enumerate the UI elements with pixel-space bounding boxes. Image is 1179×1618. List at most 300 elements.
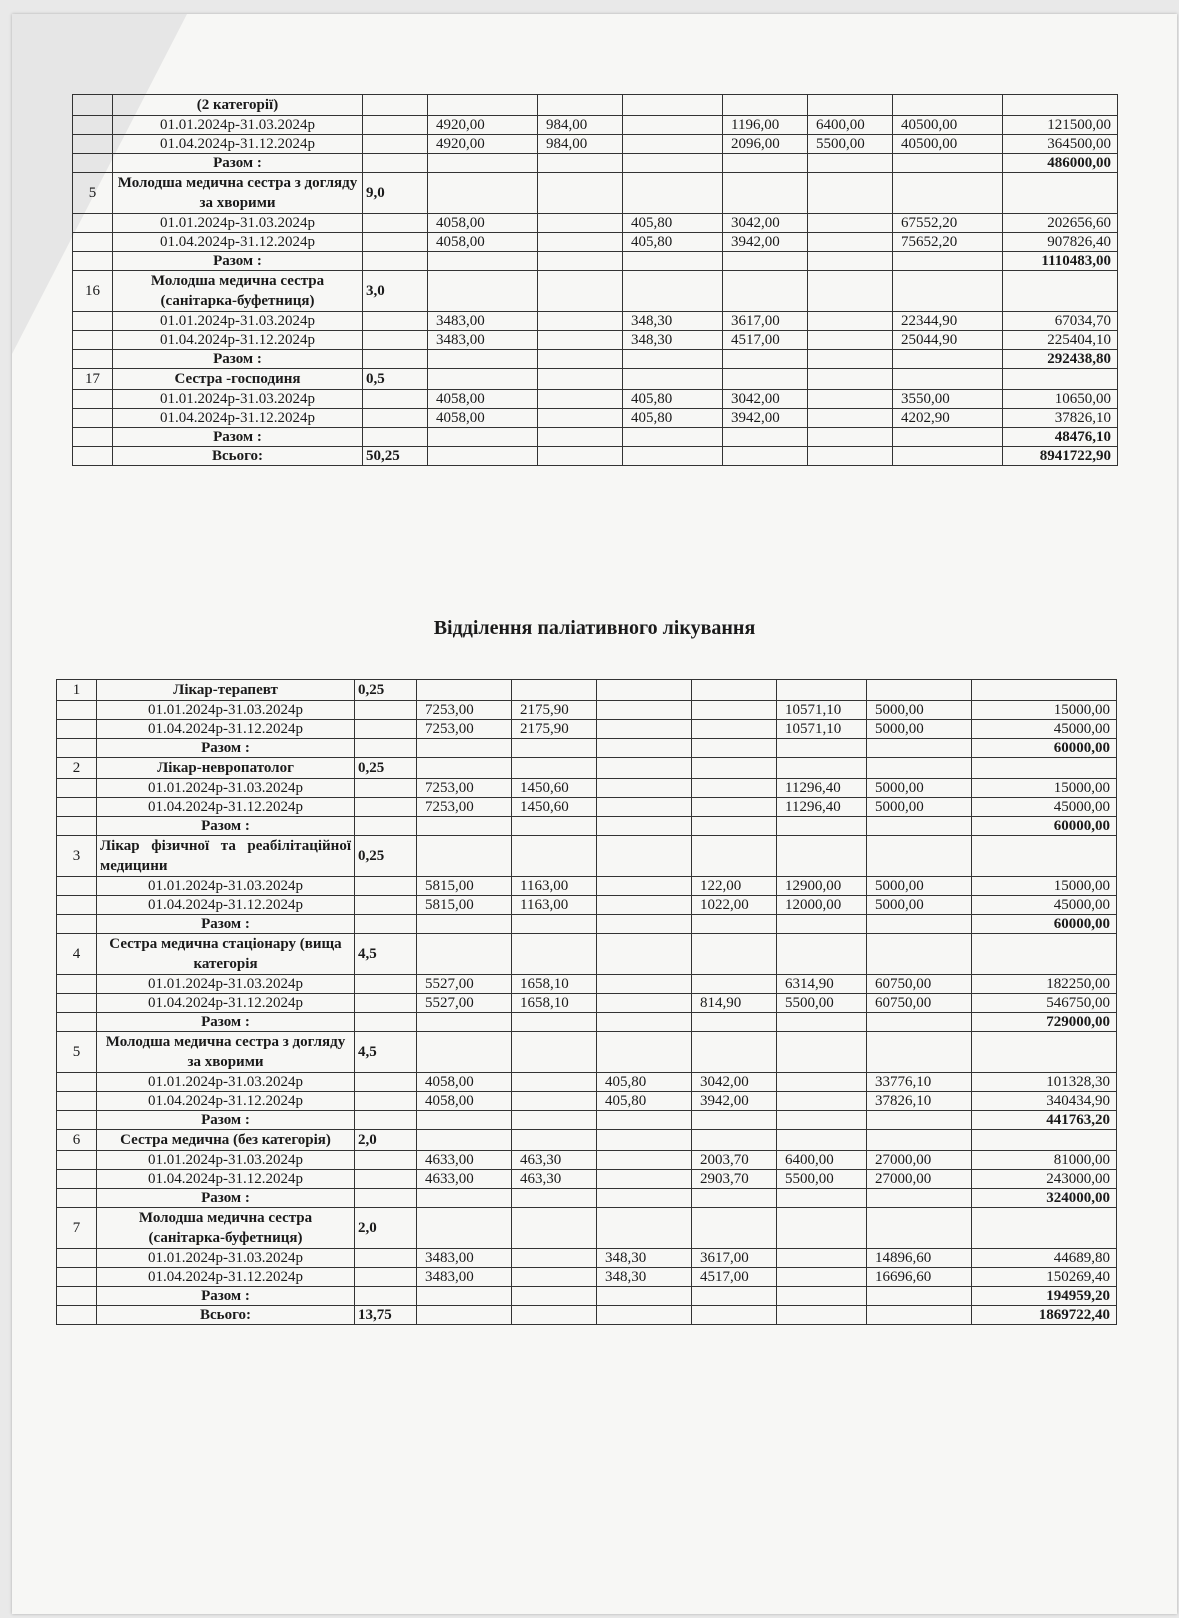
empty-cell xyxy=(417,817,512,836)
value-cell: 33776,10 xyxy=(867,1073,972,1092)
empty-cell xyxy=(73,154,113,173)
empty-cell xyxy=(355,1013,417,1032)
empty-cell xyxy=(57,1013,97,1032)
empty-cell xyxy=(73,312,113,331)
empty-cell xyxy=(57,739,97,758)
value-cell: 40500,00 xyxy=(893,116,1003,135)
value-cell: 405,80 xyxy=(597,1073,692,1092)
empty-cell xyxy=(428,447,538,466)
subtotal-value: 292438,80 xyxy=(1003,350,1118,369)
empty-cell xyxy=(597,915,692,934)
grand-total-label: Всього: xyxy=(113,447,363,466)
value-cell xyxy=(692,779,777,798)
value-cell: 463,30 xyxy=(512,1170,597,1189)
staff-rate: 4,5 xyxy=(355,934,417,975)
value-cell xyxy=(355,877,417,896)
position-name: Сестра медична (без категорія) xyxy=(97,1130,355,1151)
empty-cell xyxy=(867,1306,972,1325)
empty-cell xyxy=(597,1130,692,1151)
empty-cell xyxy=(417,739,512,758)
staff-rate: 2,0 xyxy=(355,1208,417,1249)
period-label: 01.04.2024р-31.12.2024р xyxy=(113,331,363,350)
empty-cell xyxy=(73,214,113,233)
value-cell: 1450,60 xyxy=(512,779,597,798)
empty-cell xyxy=(972,1032,1117,1073)
position-name: Молодша медична сестра з догляду за хворими xyxy=(113,173,363,214)
empty-cell xyxy=(692,1032,777,1073)
empty-cell xyxy=(57,817,97,836)
value-cell xyxy=(355,994,417,1013)
table2-row xyxy=(57,1287,1117,1306)
subtotal-label: Разом : xyxy=(113,428,363,447)
value-cell: 1022,00 xyxy=(692,896,777,915)
value-cell: 4058,00 xyxy=(417,1073,512,1092)
empty-cell xyxy=(512,817,597,836)
empty-cell xyxy=(363,252,428,271)
empty-cell xyxy=(73,428,113,447)
table1-row xyxy=(73,428,1118,447)
value-cell xyxy=(355,798,417,817)
value-cell: 4517,00 xyxy=(692,1268,777,1287)
table2-row xyxy=(57,896,1117,915)
row-index: 6 xyxy=(57,1130,97,1151)
empty-cell xyxy=(417,1013,512,1032)
value-cell: 348,30 xyxy=(597,1268,692,1287)
value-cell: 405,80 xyxy=(623,409,723,428)
empty-cell xyxy=(777,1189,867,1208)
empty-cell xyxy=(57,896,97,915)
value-cell xyxy=(355,1151,417,1170)
table2-row xyxy=(57,1092,1117,1111)
value-cell xyxy=(597,798,692,817)
table2-row xyxy=(57,701,1117,720)
period-label: 01.01.2024р-31.03.2024р xyxy=(97,877,355,896)
empty-cell xyxy=(538,173,623,214)
staff-rate: 9,0 xyxy=(363,173,428,214)
empty-cell xyxy=(57,1151,97,1170)
empty-cell xyxy=(692,1287,777,1306)
value-cell: 7253,00 xyxy=(417,779,512,798)
value-cell xyxy=(538,390,623,409)
position-name: (2 категорії) xyxy=(113,95,363,116)
value-cell: 2903,70 xyxy=(692,1170,777,1189)
empty-cell xyxy=(57,1170,97,1189)
value-cell: 67034,70 xyxy=(1003,312,1118,331)
subtotal-label: Разом : xyxy=(97,1287,355,1306)
empty-cell xyxy=(417,934,512,975)
empty-cell xyxy=(428,271,538,312)
empty-cell xyxy=(893,154,1003,173)
value-cell: 15000,00 xyxy=(972,701,1117,720)
value-cell: 4202,90 xyxy=(893,409,1003,428)
value-cell xyxy=(355,779,417,798)
value-cell: 3550,00 xyxy=(893,390,1003,409)
value-cell xyxy=(512,1092,597,1111)
empty-cell xyxy=(597,1208,692,1249)
empty-cell xyxy=(777,934,867,975)
value-cell xyxy=(363,390,428,409)
period-label: 01.04.2024р-31.12.2024р xyxy=(97,994,355,1013)
value-cell xyxy=(597,701,692,720)
empty-cell xyxy=(623,369,723,390)
period-label: 01.01.2024р-31.03.2024р xyxy=(97,701,355,720)
empty-cell xyxy=(623,350,723,369)
table2-row xyxy=(57,915,1117,934)
staff-rate: 0,25 xyxy=(355,680,417,701)
grand-total-rate: 50,25 xyxy=(363,447,428,466)
row-index: 2 xyxy=(57,758,97,779)
staff-salary-table-1 xyxy=(72,94,1118,466)
staff-rate: 3,0 xyxy=(363,271,428,312)
period-label: 01.01.2024р-31.03.2024р xyxy=(97,779,355,798)
value-cell: 3942,00 xyxy=(723,233,808,252)
value-cell xyxy=(363,233,428,252)
empty-cell xyxy=(512,1189,597,1208)
position-name: Сестра -господиня xyxy=(113,369,363,390)
table1-row xyxy=(73,447,1118,466)
value-cell: 5000,00 xyxy=(867,896,972,915)
value-cell: 2175,90 xyxy=(512,701,597,720)
value-cell xyxy=(623,135,723,154)
empty-cell xyxy=(597,1013,692,1032)
empty-cell xyxy=(893,252,1003,271)
empty-cell xyxy=(512,934,597,975)
subtotal-label: Разом : xyxy=(97,739,355,758)
value-cell xyxy=(692,798,777,817)
empty-cell xyxy=(808,369,893,390)
value-cell: 3942,00 xyxy=(692,1092,777,1111)
row-index: 17 xyxy=(73,369,113,390)
value-cell: 5000,00 xyxy=(867,877,972,896)
empty-cell xyxy=(692,1013,777,1032)
empty-cell xyxy=(867,1013,972,1032)
value-cell: 348,30 xyxy=(623,331,723,350)
empty-cell xyxy=(723,369,808,390)
value-cell: 984,00 xyxy=(538,135,623,154)
value-cell: 27000,00 xyxy=(867,1170,972,1189)
table2-row xyxy=(57,836,1117,877)
empty-cell xyxy=(355,817,417,836)
position-name: Лікар-терапевт xyxy=(97,680,355,701)
empty-cell xyxy=(623,154,723,173)
value-cell: 243000,00 xyxy=(972,1170,1117,1189)
empty-cell xyxy=(428,350,538,369)
empty-cell xyxy=(428,252,538,271)
empty-cell xyxy=(428,95,538,116)
value-cell: 1658,10 xyxy=(512,994,597,1013)
value-cell xyxy=(692,975,777,994)
value-cell xyxy=(538,214,623,233)
value-cell xyxy=(512,1073,597,1092)
table1-row xyxy=(73,233,1118,252)
value-cell xyxy=(355,1170,417,1189)
value-cell xyxy=(808,312,893,331)
value-cell xyxy=(363,331,428,350)
table2-row xyxy=(57,975,1117,994)
table2-row xyxy=(57,877,1117,896)
value-cell: 11296,40 xyxy=(777,798,867,817)
value-cell: 12900,00 xyxy=(777,877,867,896)
value-cell xyxy=(355,1249,417,1268)
value-cell: 3483,00 xyxy=(428,312,538,331)
empty-cell xyxy=(777,680,867,701)
empty-cell xyxy=(512,1130,597,1151)
table1-row xyxy=(73,409,1118,428)
value-cell: 60750,00 xyxy=(867,994,972,1013)
empty-cell xyxy=(692,915,777,934)
empty-cell xyxy=(723,154,808,173)
empty-cell xyxy=(867,1287,972,1306)
empty-cell xyxy=(597,1111,692,1130)
empty-cell xyxy=(692,836,777,877)
value-cell xyxy=(808,331,893,350)
value-cell xyxy=(777,1073,867,1092)
value-cell: 4058,00 xyxy=(417,1092,512,1111)
empty-cell xyxy=(623,428,723,447)
period-label: 01.01.2024р-31.03.2024р xyxy=(113,390,363,409)
empty-cell xyxy=(597,1306,692,1325)
empty-cell xyxy=(73,350,113,369)
empty-cell xyxy=(512,1032,597,1073)
empty-cell xyxy=(867,1189,972,1208)
empty-cell xyxy=(512,1013,597,1032)
value-cell xyxy=(777,1249,867,1268)
table2-row xyxy=(57,1208,1117,1249)
empty-cell xyxy=(972,680,1117,701)
value-cell: 5527,00 xyxy=(417,994,512,1013)
grand-total-rate: 13,75 xyxy=(355,1306,417,1325)
empty-cell xyxy=(538,447,623,466)
value-cell: 45000,00 xyxy=(972,798,1117,817)
value-cell xyxy=(355,1268,417,1287)
value-cell: 7253,00 xyxy=(417,720,512,739)
empty-cell xyxy=(692,1306,777,1325)
empty-cell xyxy=(512,1287,597,1306)
table2-row xyxy=(57,720,1117,739)
table2-row xyxy=(57,934,1117,975)
empty-cell xyxy=(73,447,113,466)
empty-cell xyxy=(597,680,692,701)
empty-cell xyxy=(57,720,97,739)
empty-cell xyxy=(355,739,417,758)
row-index: 16 xyxy=(73,271,113,312)
empty-cell xyxy=(777,1111,867,1130)
value-cell: 1163,00 xyxy=(512,877,597,896)
value-cell: 4517,00 xyxy=(723,331,808,350)
table1-row xyxy=(73,350,1118,369)
empty-cell xyxy=(73,331,113,350)
table1-row xyxy=(73,331,1118,350)
table2-row xyxy=(57,680,1117,701)
empty-cell xyxy=(1003,369,1118,390)
empty-cell xyxy=(692,680,777,701)
value-cell xyxy=(363,116,428,135)
table1-row xyxy=(73,312,1118,331)
empty-cell xyxy=(623,271,723,312)
value-cell xyxy=(538,312,623,331)
empty-cell xyxy=(808,447,893,466)
period-label: 01.04.2024р-31.12.2024р xyxy=(113,233,363,252)
empty-cell xyxy=(73,135,113,154)
empty-cell xyxy=(538,369,623,390)
empty-cell xyxy=(692,1130,777,1151)
value-cell: 4058,00 xyxy=(428,409,538,428)
subtotal-value: 324000,00 xyxy=(972,1189,1117,1208)
subtotal-value: 729000,00 xyxy=(972,1013,1117,1032)
position-name: Лікар фізичної та реабілітаційної медицини xyxy=(97,836,355,877)
empty-cell xyxy=(57,1249,97,1268)
empty-cell xyxy=(597,836,692,877)
value-cell: 405,80 xyxy=(623,214,723,233)
value-cell: 814,90 xyxy=(692,994,777,1013)
value-cell: 5500,00 xyxy=(777,1170,867,1189)
value-cell: 15000,00 xyxy=(972,779,1117,798)
empty-cell xyxy=(512,758,597,779)
empty-cell xyxy=(972,1130,1117,1151)
empty-cell xyxy=(512,836,597,877)
empty-cell xyxy=(893,271,1003,312)
empty-cell xyxy=(57,1268,97,1287)
table2-row xyxy=(57,779,1117,798)
table2-row xyxy=(57,817,1117,836)
empty-cell xyxy=(808,173,893,214)
empty-cell xyxy=(623,252,723,271)
empty-cell xyxy=(355,1189,417,1208)
value-cell: 27000,00 xyxy=(867,1151,972,1170)
value-cell: 5500,00 xyxy=(777,994,867,1013)
value-cell: 122,00 xyxy=(692,877,777,896)
value-cell: 40500,00 xyxy=(893,135,1003,154)
empty-cell xyxy=(538,350,623,369)
position-name: Молодша медична сестра (санітарка-буфетниця) xyxy=(97,1208,355,1249)
value-cell: 5000,00 xyxy=(867,720,972,739)
empty-cell xyxy=(867,1130,972,1151)
value-cell: 10571,10 xyxy=(777,701,867,720)
empty-cell xyxy=(692,1208,777,1249)
empty-cell xyxy=(808,350,893,369)
value-cell: 4633,00 xyxy=(417,1151,512,1170)
value-cell xyxy=(808,233,893,252)
table1-row xyxy=(73,116,1118,135)
table2-row xyxy=(57,758,1117,779)
empty-cell xyxy=(808,271,893,312)
value-cell: 3942,00 xyxy=(723,409,808,428)
empty-cell xyxy=(73,233,113,252)
empty-cell xyxy=(723,173,808,214)
period-label: 01.01.2024р-31.03.2024р xyxy=(113,312,363,331)
subtotal-value: 60000,00 xyxy=(972,817,1117,836)
empty-cell xyxy=(723,350,808,369)
empty-cell xyxy=(73,252,113,271)
value-cell: 6400,00 xyxy=(808,116,893,135)
empty-cell xyxy=(893,447,1003,466)
value-cell: 4058,00 xyxy=(428,390,538,409)
value-cell: 75652,20 xyxy=(893,233,1003,252)
value-cell: 348,30 xyxy=(623,312,723,331)
position-name: Молодша медична сестра з догляду за хворими xyxy=(97,1032,355,1073)
document-page xyxy=(12,14,1177,1614)
value-cell xyxy=(363,312,428,331)
value-cell xyxy=(808,214,893,233)
empty-cell xyxy=(597,758,692,779)
value-cell: 3617,00 xyxy=(723,312,808,331)
empty-cell xyxy=(623,173,723,214)
value-cell xyxy=(538,409,623,428)
staff-rate: 0,25 xyxy=(355,758,417,779)
grand-total-value: 8941722,90 xyxy=(1003,447,1118,466)
value-cell: 7253,00 xyxy=(417,701,512,720)
value-cell: 3483,00 xyxy=(417,1249,512,1268)
empty-cell xyxy=(512,915,597,934)
table2-row xyxy=(57,739,1117,758)
empty-cell xyxy=(57,1287,97,1306)
value-cell xyxy=(597,975,692,994)
value-cell: 5815,00 xyxy=(417,896,512,915)
empty-cell xyxy=(867,836,972,877)
empty-cell xyxy=(723,428,808,447)
empty-cell xyxy=(597,739,692,758)
value-cell: 182250,00 xyxy=(972,975,1117,994)
subtotal-label: Разом : xyxy=(97,915,355,934)
table1-row xyxy=(73,214,1118,233)
value-cell: 5527,00 xyxy=(417,975,512,994)
empty-cell xyxy=(538,154,623,173)
empty-cell xyxy=(893,173,1003,214)
empty-cell xyxy=(777,817,867,836)
subtotal-value: 48476,10 xyxy=(1003,428,1118,447)
value-cell: 3042,00 xyxy=(723,390,808,409)
grand-total-value: 1869722,40 xyxy=(972,1306,1117,1325)
table2-row xyxy=(57,1268,1117,1287)
subtotal-value: 60000,00 xyxy=(972,739,1117,758)
value-cell: 463,30 xyxy=(512,1151,597,1170)
value-cell xyxy=(355,1092,417,1111)
empty-cell xyxy=(57,915,97,934)
empty-cell xyxy=(723,95,808,116)
table2-row xyxy=(57,1151,1117,1170)
staff-rate xyxy=(363,95,428,116)
empty-cell xyxy=(538,271,623,312)
empty-cell xyxy=(777,915,867,934)
value-cell: 7253,00 xyxy=(417,798,512,817)
empty-cell xyxy=(73,409,113,428)
value-cell xyxy=(597,994,692,1013)
value-cell: 121500,00 xyxy=(1003,116,1118,135)
empty-cell xyxy=(1003,173,1118,214)
subtotal-value: 1110483,00 xyxy=(1003,252,1118,271)
empty-cell xyxy=(57,1189,97,1208)
value-cell: 12000,00 xyxy=(777,896,867,915)
empty-cell xyxy=(355,1111,417,1130)
value-cell: 5000,00 xyxy=(867,798,972,817)
empty-cell xyxy=(972,934,1117,975)
empty-cell xyxy=(57,779,97,798)
value-cell: 2096,00 xyxy=(723,135,808,154)
empty-cell xyxy=(777,1032,867,1073)
empty-cell xyxy=(893,350,1003,369)
value-cell xyxy=(808,409,893,428)
position-name: Молодша медична сестра (санітарка-буфетниця) xyxy=(113,271,363,312)
empty-cell xyxy=(597,1189,692,1208)
row-index: 5 xyxy=(73,173,113,214)
value-cell: 225404,10 xyxy=(1003,331,1118,350)
value-cell: 4633,00 xyxy=(417,1170,512,1189)
row-index: 1 xyxy=(57,680,97,701)
value-cell: 81000,00 xyxy=(972,1151,1117,1170)
subtotal-label: Разом : xyxy=(113,350,363,369)
empty-cell xyxy=(428,173,538,214)
value-cell: 1163,00 xyxy=(512,896,597,915)
